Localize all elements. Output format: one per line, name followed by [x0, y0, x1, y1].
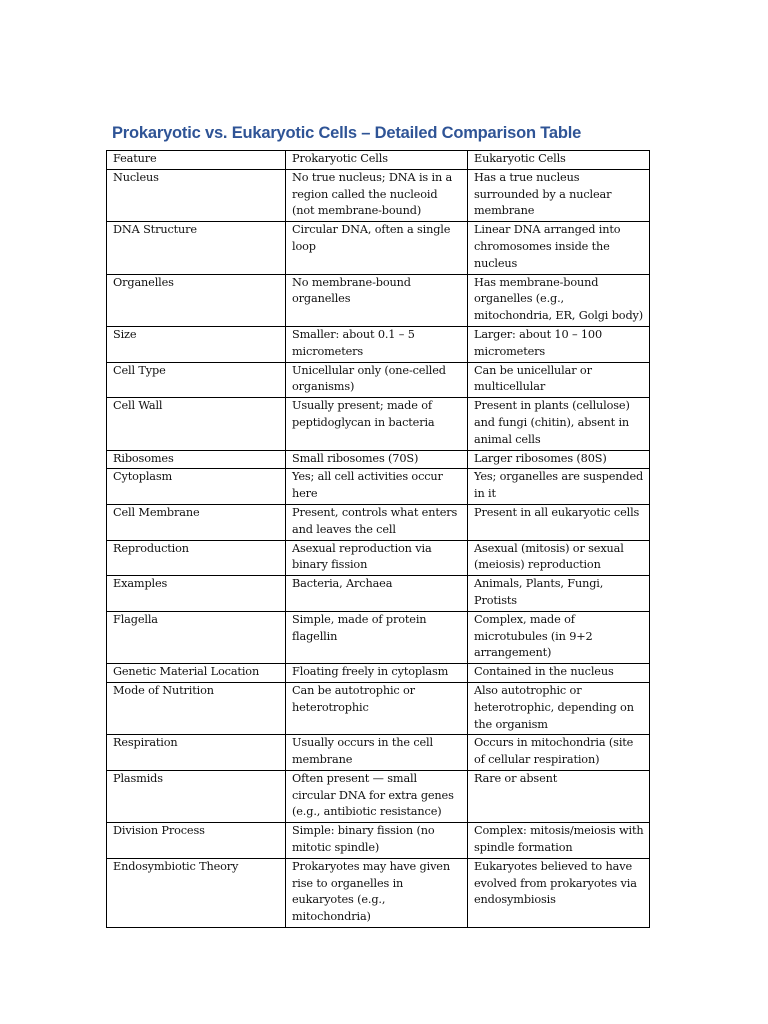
eukaryotic-cell: Yes; organelles are suspended in it: [468, 469, 650, 505]
prokaryotic-cell: Usually present; made of peptidoglycan in bacteria: [286, 398, 468, 450]
prokaryotic-cell: Prokaryotes may have given rise to organelles in eukaryotes (e.g., mitochondria): [286, 858, 468, 927]
page-title: Prokaryotic vs. Eukaryotic Cells – Detailed Comparison Table: [112, 124, 582, 142]
eukaryotic-cell: Present in all eukaryotic cells: [468, 504, 650, 540]
table-row: [107, 326, 650, 362]
feature-cell: Size: [107, 326, 286, 362]
prokaryotic-cell: Small ribosomes (70S): [286, 450, 468, 469]
header-cell-feature: Feature: [107, 151, 286, 170]
eukaryotic-cell: Has membrane-bound organelles (e.g., mitochondria, ER, Golgi body): [468, 274, 650, 326]
table-row: [107, 682, 650, 734]
feature-cell: Mode of Nutrition: [107, 682, 286, 734]
feature-cell: Plasmids: [107, 770, 286, 822]
feature-cell: Cell Type: [107, 362, 286, 398]
prokaryotic-cell: Bacteria, Archaea: [286, 576, 468, 612]
feature-cell: Examples: [107, 576, 286, 612]
eukaryotic-cell: Complex, made of microtubules (in 9+2 arrangement): [468, 611, 650, 663]
table-row: [107, 858, 650, 927]
prokaryotic-cell: Yes; all cell activities occur here: [286, 469, 468, 505]
eukaryotic-cell: Contained in the nucleus: [468, 664, 650, 683]
feature-cell: Reproduction: [107, 540, 286, 576]
prokaryotic-cell: Circular DNA, often a single loop: [286, 222, 468, 274]
prokaryotic-cell: No membrane-bound organelles: [286, 274, 468, 326]
feature-cell: Genetic Material Location: [107, 664, 286, 683]
table-row: [107, 274, 650, 326]
eukaryotic-cell: Animals, Plants, Fungi, Protists: [468, 576, 650, 612]
eukaryotic-cell: Rare or absent: [468, 770, 650, 822]
eukaryotic-cell: Larger ribosomes (80S): [468, 450, 650, 469]
table-body: [107, 151, 650, 928]
eukaryotic-cell: Asexual (mitosis) or sexual (meiosis) reproduction: [468, 540, 650, 576]
eukaryotic-cell: Larger: about 10 – 100 micrometers: [468, 326, 650, 362]
prokaryotic-cell: Unicellular only (one-celled organisms): [286, 362, 468, 398]
eukaryotic-cell: Occurs in mitochondria (site of cellular respiration): [468, 735, 650, 771]
feature-cell: Organelles: [107, 274, 286, 326]
feature-cell: Cytoplasm: [107, 469, 286, 505]
table-row: [107, 540, 650, 576]
comparison-table: [106, 150, 650, 928]
prokaryotic-cell: Asexual reproduction via binary fission: [286, 540, 468, 576]
table-header-row: [107, 151, 650, 170]
feature-cell: Respiration: [107, 735, 286, 771]
feature-cell: Cell Wall: [107, 398, 286, 450]
table-row: [107, 770, 650, 822]
table-row: [107, 222, 650, 274]
feature-cell: Flagella: [107, 611, 286, 663]
prokaryotic-cell: No true nucleus; DNA is in a region called the nucleoid (not membrane-bound): [286, 169, 468, 221]
table-row: [107, 469, 650, 505]
prokaryotic-cell: Present, controls what enters and leaves the cell: [286, 504, 468, 540]
prokaryotic-cell: Smaller: about 0.1 – 5 micrometers: [286, 326, 468, 362]
prokaryotic-cell: Simple: binary fission (no mitotic spindle): [286, 823, 468, 859]
table-row: [107, 169, 650, 221]
eukaryotic-cell: Linear DNA arranged into chromosomes inside the nucleus: [468, 222, 650, 274]
feature-cell: Cell Membrane: [107, 504, 286, 540]
eukaryotic-cell: Also autotrophic or heterotrophic, depending on the organism: [468, 682, 650, 734]
header-cell-eukaryotic: Eukaryotic Cells: [468, 151, 650, 170]
eukaryotic-cell: Present in plants (cellulose) and fungi (chitin), absent in animal cells: [468, 398, 650, 450]
table-row: [107, 362, 650, 398]
table-row: [107, 450, 650, 469]
eukaryotic-cell: Eukaryotes believed to have evolved from prokaryotes via endosymbiosis: [468, 858, 650, 927]
table-row: [107, 735, 650, 771]
table-row: [107, 398, 650, 450]
prokaryotic-cell: Usually occurs in the cell membrane: [286, 735, 468, 771]
table-row: [107, 504, 650, 540]
eukaryotic-cell: Can be unicellular or multicellular: [468, 362, 650, 398]
table-row: [107, 576, 650, 612]
prokaryotic-cell: Floating freely in cytoplasm: [286, 664, 468, 683]
prokaryotic-cell: Often present — small circular DNA for extra genes (e.g., antibiotic resistance): [286, 770, 468, 822]
table-row: [107, 664, 650, 683]
eukaryotic-cell: Has a true nucleus surrounded by a nuclear membrane: [468, 169, 650, 221]
prokaryotic-cell: Simple, made of protein flagellin: [286, 611, 468, 663]
feature-cell: Division Process: [107, 823, 286, 859]
feature-cell: DNA Structure: [107, 222, 286, 274]
table-row: [107, 611, 650, 663]
prokaryotic-cell: Can be autotrophic or heterotrophic: [286, 682, 468, 734]
feature-cell: Ribosomes: [107, 450, 286, 469]
feature-cell: Nucleus: [107, 169, 286, 221]
table-row: [107, 823, 650, 859]
eukaryotic-cell: Complex: mitosis/meiosis with spindle formation: [468, 823, 650, 859]
feature-cell: Endosymbiotic Theory: [107, 858, 286, 927]
header-cell-prokaryotic: Prokaryotic Cells: [286, 151, 468, 170]
